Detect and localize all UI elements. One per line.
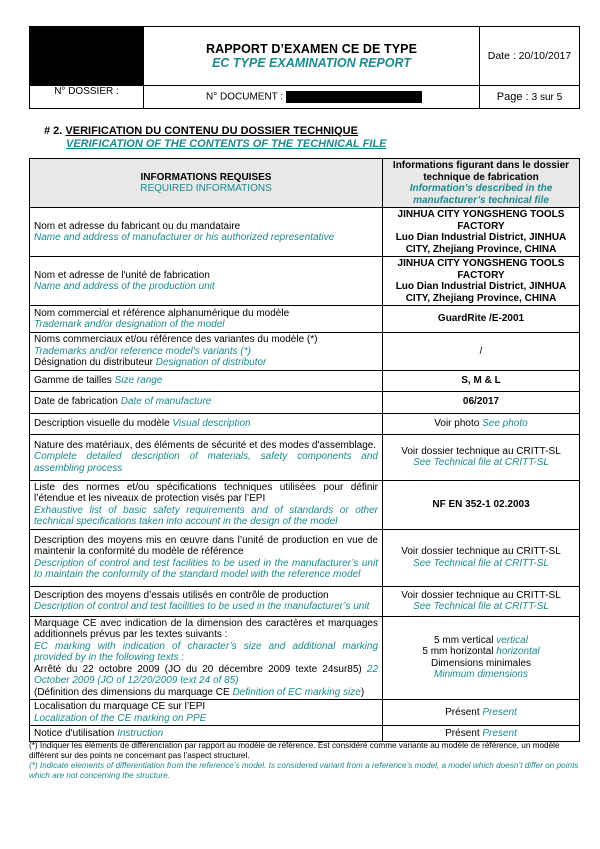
row-value: Présent xyxy=(445,706,480,718)
document-label: N° DOCUMENT : xyxy=(206,91,284,103)
marking-horizontal-en: horizontal xyxy=(496,646,540,658)
row-label-fr: (Définition des dimensions du marquage CE xyxy=(34,686,230,698)
row-label-en: Size range xyxy=(114,374,163,386)
row-label-fr: Localisation du marquage CE sur l’EPI xyxy=(34,701,206,712)
footnote-en: (*) Indicate elements of differentiation from the reference’s model. Is considered variant from a reference’s model, a model which doesn’t differ on points which are not concerning the structure. xyxy=(29,761,579,780)
row-value-en: See Technical file at CRITT-SL xyxy=(413,457,549,468)
row-value: S, M & L xyxy=(383,370,580,391)
title-fr: RAPPORT D’EXAMEN CE DE TYPE xyxy=(205,42,418,56)
dossier-cell xyxy=(30,86,144,109)
dossier-label: N° DOSSIER : xyxy=(54,86,119,97)
row-label-fr: ) xyxy=(360,686,365,698)
row-value-address: Luo Dian Industrial District, JINHUA CITY, Zhejiang Province, CHINA xyxy=(395,281,567,304)
row-label-en: Localization of the CE marking on PPE xyxy=(34,712,207,724)
row-label-en: EC marking with indication of character’s size and additional marking provided by in the following texts : xyxy=(34,640,378,663)
row-label-en: Exhaustive list of basic safety requirements and of standards or other technical specifications taken into account in the design of the model xyxy=(34,504,378,527)
table-row xyxy=(30,306,580,333)
table-row xyxy=(30,391,580,413)
report-title xyxy=(144,27,480,86)
row-value-en: See Technical file at CRITT-SL xyxy=(413,557,549,569)
row-label-fr: Nature des matériaux, des éléments de sécurité et des modes d'assemblage. xyxy=(34,439,377,451)
row-label-fr: Nom commercial et référence alphanumérique du modèle xyxy=(34,307,290,319)
row-value: Voir photo xyxy=(434,417,480,429)
row-label-fr: Gamme de tailles xyxy=(34,374,112,386)
row-label-en: Trademarks and/or reference model’s variants (*) xyxy=(34,345,251,357)
col-header-described-en: Information’s described in the manufacturer’s technical file xyxy=(409,183,553,206)
marking-min-dimensions-en: Minimum dimensions xyxy=(434,669,528,681)
row-label-en: Definition of EC marking size xyxy=(232,686,361,698)
col-header-described xyxy=(383,159,580,208)
row-label-fr: Désignation du distributeur xyxy=(34,357,153,368)
redacted-logo xyxy=(30,27,144,86)
row-value-en: Present xyxy=(482,727,517,739)
row-label-fr: Liste des normes et/ou spécifications techniques utilisées pour définir l’étendue et les niveaux de protection visés par l’EPI xyxy=(34,481,378,504)
table-row xyxy=(30,586,580,616)
row-value: / xyxy=(383,333,580,371)
row-label-fr: Arrêté du 22 octobre 2009 (JO du 20 décembre 2009 texte 24sur85) xyxy=(34,663,362,675)
table-row xyxy=(30,333,580,371)
row-label-en: Name and address of the production unit xyxy=(34,281,215,292)
row-value-en: Present xyxy=(482,706,517,718)
table-row xyxy=(30,529,580,586)
footnote-fr: (*) Indiquer les éléments de différenciation par rapport au modèle de référence. Est considéré comme variante au modèle de référence, un modèle différent sur des points ne concernant pas l’aspect structurel. xyxy=(29,741,560,760)
row-label-fr: Nom et adresse de l'unité de fabrication xyxy=(34,269,210,281)
table-row xyxy=(30,208,580,257)
col-header-required xyxy=(30,159,383,208)
row-label-en: Designation of distributor xyxy=(155,357,267,368)
table-row xyxy=(30,413,580,434)
page-label: Page : xyxy=(496,91,529,103)
row-label-en: Description of control and test facilities to be used in the manufacturer’s unit xyxy=(34,601,370,612)
row-label-fr: Nom et adresse du fabricant ou du mandataire xyxy=(34,220,241,232)
document-cell xyxy=(144,86,480,109)
col-header-described-fr: Informations figurant dans le dossier technique de fabrication xyxy=(392,160,570,183)
section-heading xyxy=(44,125,386,151)
row-label-fr: Description visuelle du modèle xyxy=(34,417,170,429)
marking-min-dimensions: Dimensions minimales xyxy=(430,657,532,669)
row-label-fr: Description des moyens mis en œuvre dans l’unité de production en vue de maintenir la conformité du modèle de référence xyxy=(34,534,378,557)
section-number: # 2. xyxy=(44,125,63,137)
row-label-en: Instruction xyxy=(117,727,164,739)
row-value: 06/2017 xyxy=(383,391,580,413)
table-row xyxy=(30,434,580,480)
row-label-fr: Date de fabrication xyxy=(34,396,118,408)
section-title-en: VERIFICATION OF THE CONTENTS OF THE TECHNICAL FILE xyxy=(66,138,387,150)
row-label-en: Complete detailed description of materials, safety components and assembling process xyxy=(34,451,378,474)
row-value: Voir dossier technique au CRITT-SL xyxy=(401,445,561,457)
row-label-en: Name and address of manufacturer or his authorized representative xyxy=(34,232,335,243)
table-row xyxy=(30,480,580,529)
row-value: GuardRite /E-2001 xyxy=(383,306,580,333)
technical-file-table xyxy=(29,158,580,742)
row-label-en: 22 October 2009 (JO of 12/20/2009 text 24 of 85) xyxy=(34,663,379,686)
page-number: 3 sur 5 xyxy=(531,92,563,103)
page-cell xyxy=(480,86,580,109)
row-value: Voir dossier technique au CRITT-SL xyxy=(401,589,561,601)
row-label-en: Description of control and test facilities to be used in the manufacturer’s unit to maintain the conformity of the standard model with the reference model xyxy=(34,557,378,580)
row-label-fr: Description des moyens d’essais utilisés en contrôle de production xyxy=(34,589,329,601)
row-label-en: Visual description xyxy=(172,417,251,429)
redacted-document-number xyxy=(286,91,422,103)
row-value-en: See photo xyxy=(482,417,528,429)
row-value: Voir dossier technique au CRITT-SL xyxy=(401,546,561,557)
section-title-fr: VERIFICATION DU CONTENU DU DOSSIER TECHNIQUE xyxy=(65,125,358,137)
row-label-en: Trademark and/or designation of the model xyxy=(34,319,225,330)
row-value: Présent xyxy=(445,727,480,739)
table-row xyxy=(30,700,580,726)
footnote xyxy=(29,741,580,781)
col-header-required-fr: INFORMATIONS REQUISES xyxy=(140,171,272,183)
row-value-address: Luo Dian Industrial District, JINHUA CITY, Zhejiang Province, CHINA xyxy=(395,232,567,255)
row-label-fr: Noms commerciaux et/ou référence des variantes du modèle (*) xyxy=(34,334,318,345)
row-value: NF EN 352-1 02.2003 xyxy=(383,480,580,529)
table-row xyxy=(30,370,580,391)
marking-vertical-en: vertical xyxy=(496,634,528,646)
table-row xyxy=(30,616,580,700)
report-date: Date : 20/10/2017 xyxy=(480,27,580,86)
row-value-en: See Technical file at CRITT-SL xyxy=(413,601,549,612)
row-label-fr: Notice d'utilisation xyxy=(34,727,115,739)
row-label-en: Date of manufacture xyxy=(120,396,212,408)
report-header xyxy=(29,26,580,109)
marking-vertical: 5 mm vertical xyxy=(434,634,494,646)
row-value: JINHUA CITY YONGSHENG TOOLS FACTORY xyxy=(397,258,565,281)
table-header-row xyxy=(30,159,580,208)
table-row xyxy=(30,257,580,306)
col-header-required-en: REQUIRED INFORMATIONS xyxy=(140,183,272,194)
row-label-fr: Marquage CE avec indication de la dimension des caractères et marquages additionnels prévus par les textes suivants : xyxy=(34,617,378,640)
title-en: EC TYPE EXAMINATION REPORT xyxy=(212,56,411,70)
marking-horizontal: 5 mm horizontal xyxy=(422,646,494,658)
row-value: JINHUA CITY YONGSHENG TOOLS FACTORY xyxy=(397,209,565,232)
table-row xyxy=(30,726,580,742)
